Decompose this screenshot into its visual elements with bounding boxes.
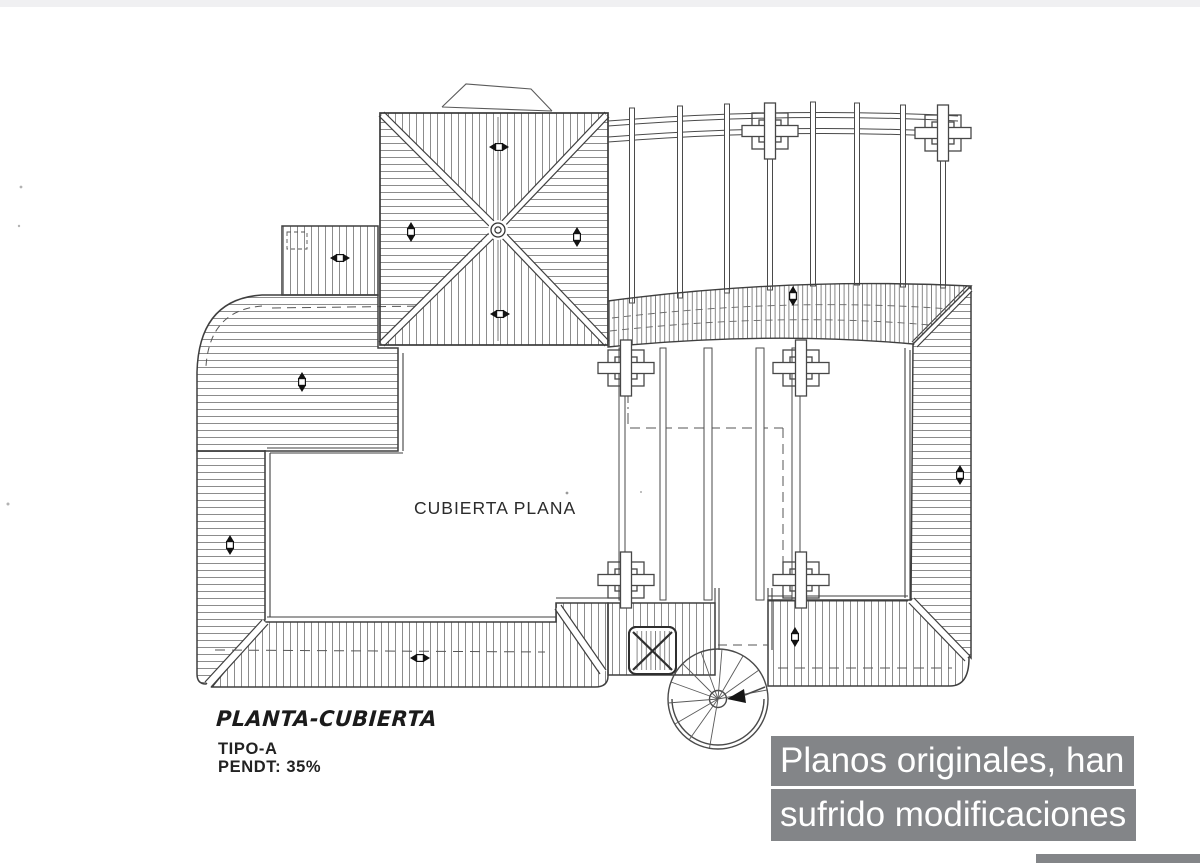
plan-title: PLANTA-CUBIERTA [215, 707, 438, 732]
post-capital [915, 105, 971, 161]
dormer-outline [442, 84, 552, 111]
beam-capital [598, 552, 654, 608]
beam-capital [773, 340, 829, 396]
roof-strip-upper-small [282, 226, 378, 295]
plan-type-label: TIPO-A [218, 740, 278, 758]
post-capital [742, 103, 798, 159]
roof-strip-bottom-left [212, 603, 608, 687]
flat-roof-beams [619, 348, 800, 600]
caption-line-1: Planos originales, han [771, 736, 1134, 786]
caption-line-3-clipped [1036, 854, 1200, 863]
spiral-staircase [668, 649, 768, 749]
plan-slope-label: PENDT: 35% [218, 758, 322, 776]
chimney-icon [629, 627, 676, 674]
pyramid-roof [379, 84, 609, 346]
caption-line-2: sufrido modificaciones [771, 789, 1136, 841]
beam-capital [598, 340, 654, 396]
flat-roof-label: CUBIERTA PLANA [414, 498, 577, 518]
pyramid-center-hub [488, 220, 508, 240]
pergola [608, 102, 971, 303]
